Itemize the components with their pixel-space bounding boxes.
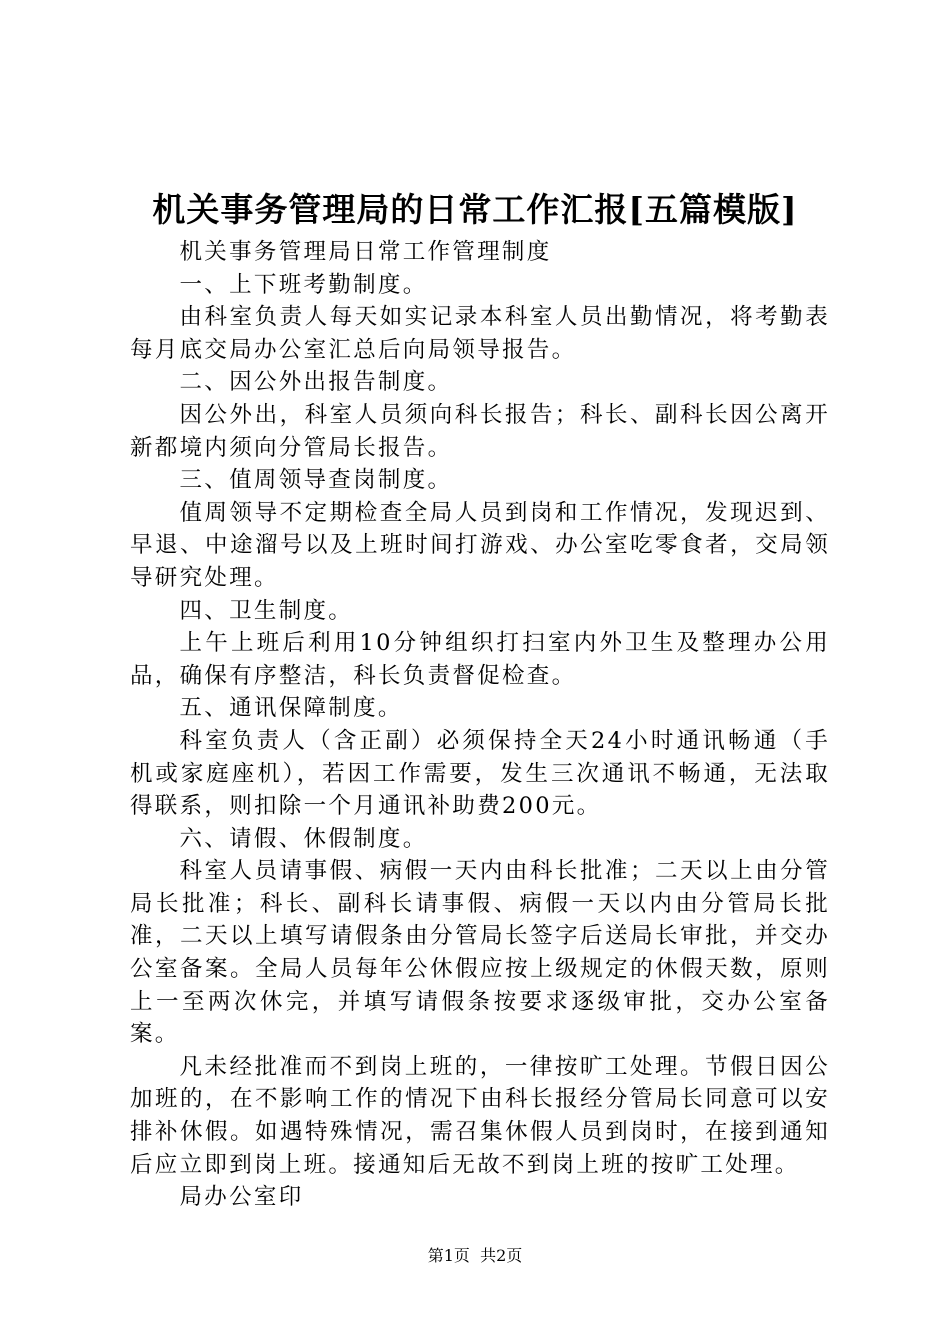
- paragraph-heading: 机关事务管理局日常工作管理制度: [179, 239, 552, 265]
- paragraph-section-1-body: 由科室负责人每天如实记录本科室人员出勤情况，将考勤表每月底交局办公室汇总后向局领导报告。: [130, 304, 830, 363]
- paragraph-section-1-title: 一、上下班考勤制度。: [179, 271, 428, 298]
- document-title: 机关事务管理局的日常工作汇报[五篇模版]: [152, 190, 798, 229]
- paragraph-section-6-body-2: 凡未经批准而不到岗上班的，一律按旷工处理。节假日因公加班的，在不影响工作的情况下由科长报经分管局长同意可以安排补休假。如遇特殊情况，需召集休假人员到岗时，在接到通知后应立即到岗上班。接通知后无故不到岗上班的按旷工处理。: [130, 1053, 830, 1178]
- paragraph-section-6-title: 六、请假、休假制度。: [179, 825, 428, 852]
- document-body: [130, 236, 830, 1214]
- paragraph-section-5-title: 五、通讯保障制度。: [179, 695, 403, 722]
- paragraph-section-3-body: 值周领导不定期检查全局人员到岗和工作情况，发现迟到、早退、中途溜号以及上班时间打游戏、办公室吃零食者，交局领导研究处理。: [130, 499, 830, 591]
- paragraph-section-2-body: 因公外出，科室人员须向科长报告；科长、副科长因公离开新都境内须向分管局长报告。: [130, 401, 830, 461]
- paragraph-signature: 局办公室印: [179, 1184, 304, 1211]
- paragraph-section-5-body: 科室负责人（含正副）必须保持全天24小时通讯畅通（手机或家庭座机），若因工作需要，发生三次通讯不畅通，无法取得联系，则扣除一个月通讯补助费200元。: [130, 727, 830, 820]
- page-number-footer: 第1页 共2页: [427, 1246, 523, 1265]
- paragraph-section-4-body: 上午上班后利用10分钟组织打扫室内外卫生及整理办公用品，确保有序整洁，科长负责督促检查。: [130, 630, 830, 689]
- paragraph-section-6-body: 科室人员请事假、病假一天内由科长批准；二天以上由分管局长批准；科长、副科长请事假、病假一天以内由分管局长批准，二天以上填写请假条由分管局长签字后送局长审批，并交办公室备案。全局人员每年公休假应按上级规定的休假天数，原则上一至两次休完，并填写请假条按要求逐级审批，交办公室备案。: [130, 858, 830, 1048]
- paragraph-section-3-title: 三、值周领导查岗制度。: [179, 467, 453, 494]
- paragraph-section-2-title: 二、因公外出报告制度。: [179, 369, 453, 396]
- paragraph-section-4-title: 四、卫生制度。: [179, 597, 354, 624]
